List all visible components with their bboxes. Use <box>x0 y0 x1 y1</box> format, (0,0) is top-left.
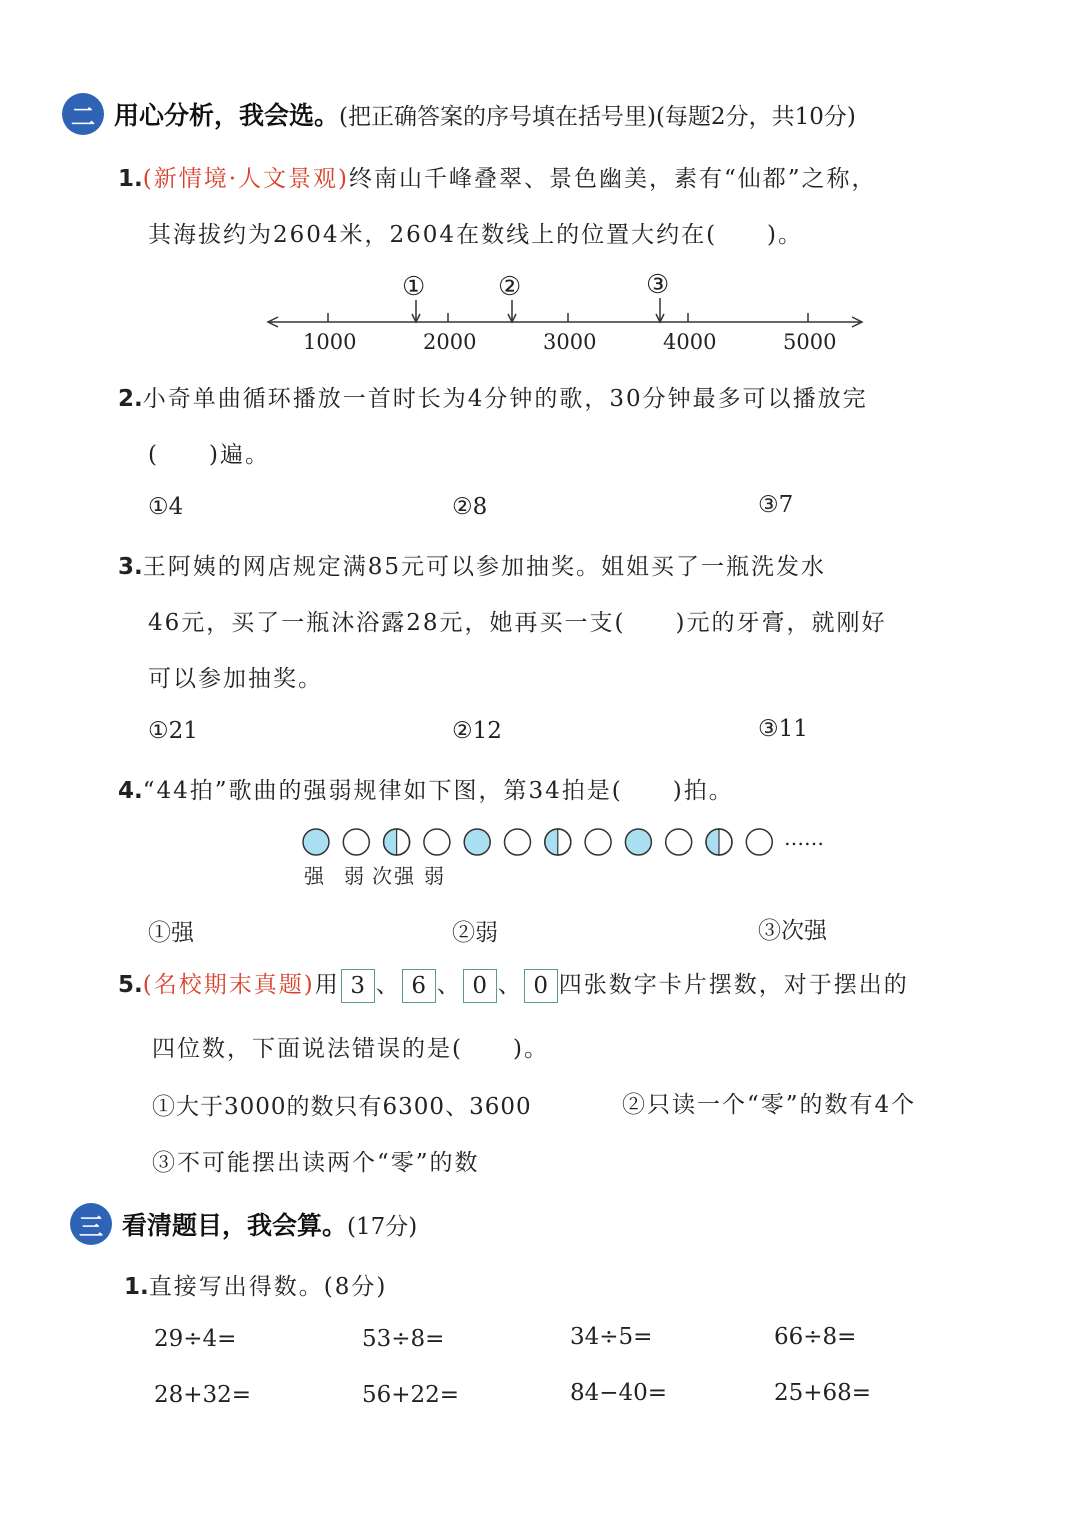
question-1-line-1: 1.(新情境·人文景观)终南山千峰叠翠、景色幽美，素有“仙都”之称， <box>118 166 877 192</box>
calc-item: 84−40= <box>570 1380 668 1406</box>
option-b: ②8 <box>452 494 488 520</box>
digit-card: 6 <box>402 969 436 1003</box>
section-title: 用心分析，我会选。(把正确答案的序号填在括号里)(每题2分，共10分) <box>114 101 856 130</box>
beat-label: 弱 <box>424 864 446 888</box>
number-line <box>0 272 1080 352</box>
beat-circle-weak <box>505 829 531 855</box>
question-3-line-2: 46元，买了一瓶沐浴露28元，她再买一支( )元的牙膏，就刚好 <box>148 610 887 636</box>
digit-card: 3 <box>341 969 375 1003</box>
option-b: ②只读一个“零”的数有4个 <box>622 1092 917 1118</box>
section-note: (17分) <box>347 1214 418 1240</box>
question-2-line-2: ( )遍。 <box>148 442 270 468</box>
calc-item: 56+22= <box>362 1382 460 1408</box>
option-a: ①4 <box>148 494 184 520</box>
tick-label: 2000 <box>423 330 477 354</box>
beat-circle-strong <box>625 829 651 855</box>
option-b: ②弱 <box>452 920 498 946</box>
question-tag: (新情境·人文景观) <box>142 166 350 192</box>
tick-label: 3000 <box>543 330 597 354</box>
beat-circle-weak <box>424 829 450 855</box>
beat-label: 强 <box>304 864 326 888</box>
digit-card: 0 <box>463 969 497 1003</box>
calc-item: 53÷8= <box>362 1326 445 1352</box>
question-tag: (名校期末真题) <box>142 972 315 998</box>
question-1-line-2: 其海拔约为2604米，2604在数线上的位置大约在( )。 <box>148 222 804 248</box>
beat-circle-strong <box>303 829 329 855</box>
calc-item: 66÷8= <box>774 1324 857 1350</box>
digit-card: 0 <box>524 969 558 1003</box>
marker-3: ③ <box>646 270 670 300</box>
section-badge: 二 <box>62 93 104 135</box>
question-3-line-1: 3.王阿姨的网店规定满85元可以参加抽奖。姐姐买了一瓶洗发水 <box>118 554 827 580</box>
beat-circle-weak <box>343 829 369 855</box>
option-c: ③11 <box>758 716 808 742</box>
option-a: ①21 <box>148 718 198 744</box>
calc-item: 29÷4= <box>154 1326 237 1352</box>
section-title: 看清题目，我会算。(17分) <box>122 1211 418 1240</box>
beat-circle-weak <box>746 829 772 855</box>
question-3-line-3: 可以参加抽奖。 <box>148 666 323 692</box>
beat-ellipsis: …… <box>784 826 824 850</box>
calc-item: 25+68= <box>774 1380 872 1406</box>
beat-circle-strong <box>464 829 490 855</box>
section-badge: 三 <box>70 1203 112 1245</box>
question-5-line-1: 5.(名校期末真题)用 3 、 6 、 0 、 0 四张数字卡片摆数，对于摆出的 <box>118 966 909 1003</box>
tick-label: 5000 <box>783 330 837 354</box>
option-c: ③次强 <box>758 918 827 944</box>
option-b: ②12 <box>452 718 502 744</box>
beat-circle-medium <box>545 829 571 855</box>
beat-label: 弱 <box>344 864 366 888</box>
question-5-line-2: 四位数，下面说法错误的是( )。 <box>152 1036 549 1062</box>
tick-label: 4000 <box>663 330 717 354</box>
section-note: (把正确答案的序号填在括号里)(每题2分，共10分) <box>339 104 856 130</box>
option-c: ③7 <box>758 492 794 518</box>
beat-circle-weak <box>666 829 692 855</box>
beat-circle-medium <box>706 829 732 855</box>
marker-1: ① <box>402 272 426 302</box>
marker-2: ② <box>498 272 522 302</box>
calc-title: 1.直接写出得数。(8分) <box>124 1274 388 1300</box>
beat-pattern <box>300 822 820 862</box>
question-4-line-1: 4.“44拍”歌曲的强弱规律如下图，第34拍是( )拍。 <box>118 778 734 804</box>
tick-label: 1000 <box>303 330 357 354</box>
option-a: ①强 <box>148 920 194 946</box>
calc-item: 34÷5= <box>570 1324 653 1350</box>
beat-label: 次强 <box>372 864 416 888</box>
beat-circle-weak <box>585 829 611 855</box>
calc-item: 28+32= <box>154 1382 252 1408</box>
beat-circle-medium <box>384 829 410 855</box>
option-c: ③不可能摆出读两个“零”的数 <box>152 1150 480 1176</box>
option-a: ①大于3000的数只有6300、3600 <box>152 1094 532 1120</box>
question-2-line-1: 2.小奇单曲循环播放一首时长为4分钟的歌，30分钟最多可以播放完 <box>118 386 868 412</box>
